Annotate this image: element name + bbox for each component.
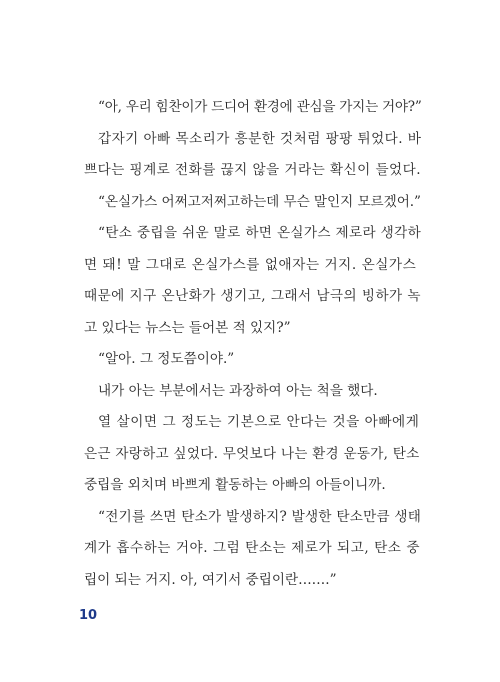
text-line: “탄소 중립을 쉬운 말로 하면 온실가스 제로라 생각하	[98, 225, 422, 241]
text-line: 내가 아는 부분에서는 과장하여 아는 척을 했다.	[98, 382, 378, 399]
text-line: 은근 자랑하고 싶었다. 무엇보다 나는 환경 운동가, 탄소	[84, 445, 420, 462]
text-line: “전기를 쓰면 탄소가 발생하지? 발생한 탄소만큼 생태	[98, 508, 422, 525]
text-line: 면 돼! 말 그대로 온실가스를 없애자는 거지. 온실가스	[84, 256, 417, 273]
text-line: “알아. 그 정도쯤이야.”	[98, 351, 235, 367]
text-line: 때문에 지구 온난화가 생기고, 그래서 남극의 빙하가 녹	[84, 288, 421, 304]
text-line: 열 살이면 그 정도는 기본으로 안다는 것을 아빠에게	[98, 414, 420, 430]
text-line: 계가 흡수하는 거야. 그럼 탄소는 제로가 되고, 탄소 중	[84, 540, 421, 556]
text-line: 쁘다는 핑계로 전화를 끊지 않을 거라는 확신이 들었다.	[84, 162, 421, 178]
text-line: 고 있다는 뉴스는 들어본 적 있지?”	[84, 319, 291, 336]
text-line: 립이 되는 거지. 아, 여기서 중립이란…….”	[84, 571, 337, 588]
text-line: “아, 우리 힘찬이가 드디어 환경에 관심을 가지는 거야?”	[98, 99, 422, 115]
text-line: 중립을 외치며 바쁘게 활동하는 아빠의 아들이니까.	[84, 477, 386, 493]
text-line: 갑자기 아빠 목소리가 흥분한 것처럼 팡팡 튀었다. 바	[98, 130, 422, 147]
body-text	[84, 92, 422, 596]
text-line: “온실가스 어쩌고저쩌고하는데 무슨 말인지 모르겠어.”	[98, 193, 421, 210]
page-number: 10	[79, 608, 98, 623]
